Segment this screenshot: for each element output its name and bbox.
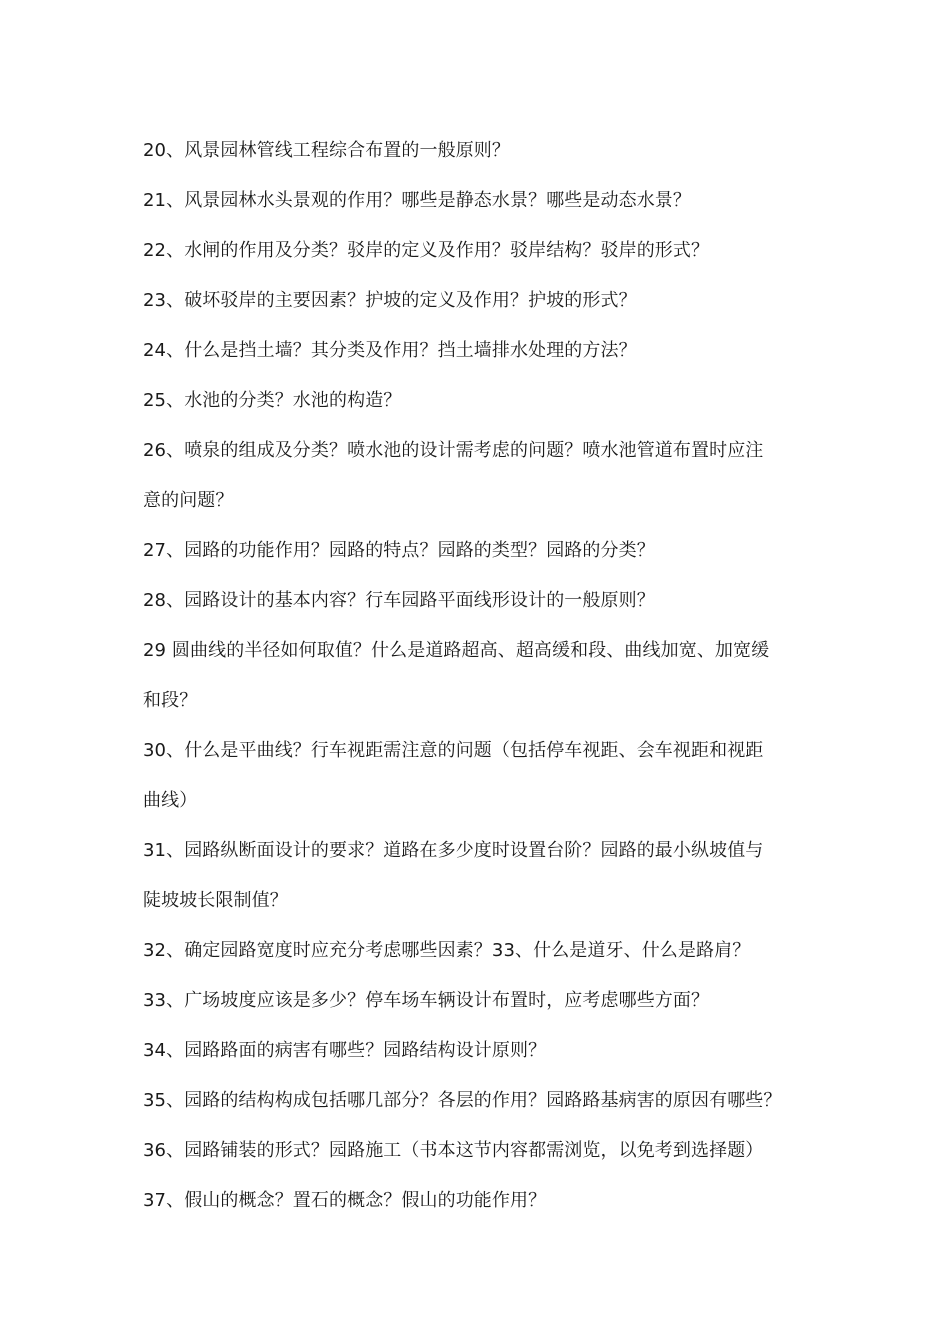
text-line: 24、什么是挡土墙？其分类及作用？挡土墙排水处理的方法？ bbox=[143, 340, 637, 361]
document-body bbox=[143, 126, 815, 1226]
text-line: 意的问题？ bbox=[143, 490, 234, 511]
text-line: 36、园路铺装的形式？园路施工（书本这节内容都需浏览，以免考到选择题） bbox=[143, 1140, 764, 1161]
text-line: 31、园路纵断面设计的要求？道路在多少度时设置台阶？园路的最小纵坡值与 bbox=[143, 840, 764, 861]
text-line: 23、破坏驳岸的主要因素？护坡的定义及作用？护坡的形式？ bbox=[143, 290, 637, 311]
text-line: 21、风景园林水头景观的作用？哪些是静态水景？哪些是动态水景？ bbox=[143, 190, 692, 211]
text-line: 20、风景园林管线工程综合布置的一般原则？ bbox=[143, 140, 511, 161]
text-line: 35、园路的结构构成包括哪几部分？各层的作用？园路路基病害的原因有哪些？ bbox=[143, 1090, 782, 1111]
text-line: 25、水池的分类？水池的构造？ bbox=[143, 390, 402, 411]
text-line: 26、喷泉的组成及分类？喷水池的设计需考虑的问题？喷水池管道布置时应注 bbox=[143, 440, 764, 461]
text-line: 34、园路路面的病害有哪些？园路结构设计原则？ bbox=[143, 1040, 547, 1061]
text-line: 曲线） bbox=[143, 790, 198, 811]
text-line: 37、假山的概念？置石的概念？假山的功能作用？ bbox=[143, 1190, 547, 1211]
text-line: 33、广场坡度应该是多少？停车场车辆设计布置时，应考虑哪些方面？ bbox=[143, 990, 710, 1011]
text-line: 27、园路的功能作用？园路的特点？园路的类型？园路的分类？ bbox=[143, 540, 655, 561]
text-line: 28、园路设计的基本内容？行车园路平面线形设计的一般原则？ bbox=[143, 590, 655, 611]
text-line: 30、什么是平曲线？行车视距需注意的问题（包括停车视距、会车视距和视距 bbox=[143, 740, 764, 761]
text-line: 和段？ bbox=[143, 690, 198, 711]
text-line: 32、确定园路宽度时应充分考虑哪些因素？33、什么是道牙、什么是路肩？ bbox=[143, 940, 751, 961]
text-line: 22、水闸的作用及分类？驳岸的定义及作用？驳岸结构？驳岸的形式？ bbox=[143, 240, 710, 261]
text-line: 陡坡坡长限制值？ bbox=[143, 890, 288, 911]
text-line: 29 圆曲线的半径如何取值？什么是道路超高、超高缓和段、曲线加宽、加宽缓 bbox=[143, 640, 770, 661]
